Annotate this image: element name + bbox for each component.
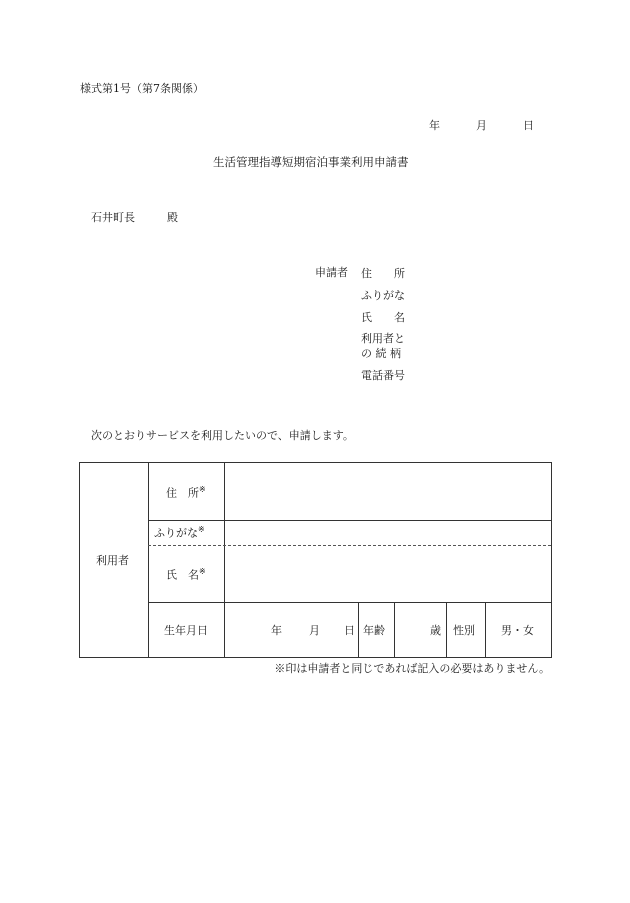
applicant-relationship-label-line1: 利用者と [361, 332, 405, 345]
age-unit: 歳 [430, 624, 441, 637]
applicant-relationship-label-line2: の 続 柄 [361, 347, 401, 360]
applicant-address-label: 住 所 [361, 267, 405, 280]
user-info-table [79, 462, 552, 658]
table-divider-age-value [446, 602, 447, 657]
addressee [91, 212, 178, 223]
table-birthdate-label: 生年月日 [164, 624, 208, 637]
table-name-label: 氏 名※ [166, 567, 206, 582]
document-title: 生活管理指導短期宿泊事業利用申請書 [213, 155, 409, 169]
date-month-unit: 月 [476, 119, 487, 132]
required-mark: ※ [199, 567, 206, 576]
user-furigana-field[interactable] [226, 522, 550, 544]
table-divider-header [148, 463, 149, 657]
table-gender-label: 性別 [453, 624, 475, 637]
table-row-header-user: 利用者 [96, 554, 129, 567]
applicant-phone-label: 電話番号 [361, 369, 405, 382]
user-address-field[interactable] [226, 465, 550, 519]
intro-text: 次のとおりサービスを利用したいので、申請します。 [91, 429, 354, 442]
applicant-name-label: 氏 名 [361, 311, 405, 324]
table-address-label: 住 所※ [166, 485, 206, 500]
addressee-honorific: 殿 [167, 211, 178, 224]
user-name-field[interactable] [226, 547, 550, 601]
date-day-unit: 日 [523, 119, 534, 132]
table-divider-label [224, 463, 225, 657]
date-year-unit: 年 [429, 119, 440, 132]
footnote: ※印は申請者と同じであれば記入の必要はありません。 [274, 662, 550, 675]
date-line [429, 120, 534, 131]
table-age-label: 年齢 [363, 624, 385, 637]
applicant-furigana-label: ふりがな [361, 289, 405, 302]
table-rule-address [148, 520, 551, 521]
applicant-label: 申請者 [315, 266, 348, 279]
addressee-name: 石井町長 [91, 211, 135, 224]
table-divider-age-label [394, 602, 395, 657]
birthdate-field[interactable] [226, 604, 357, 656]
table-divider-gender-label [485, 602, 486, 657]
required-mark: ※ [199, 485, 206, 494]
birthdate-day-unit: 日 [344, 624, 355, 637]
table-divider-birthdate [358, 602, 359, 657]
gender-options[interactable]: 男・女 [501, 624, 534, 637]
required-mark: ※ [198, 525, 205, 534]
birthdate-month-unit: 月 [309, 624, 320, 637]
birthdate-year-unit: 年 [271, 624, 282, 637]
table-rule-name [148, 602, 551, 603]
table-rule-furigana [148, 545, 551, 546]
table-furigana-label: ふりがな※ [154, 525, 205, 540]
form-number: 様式第1号（第7条関係） [80, 82, 204, 95]
